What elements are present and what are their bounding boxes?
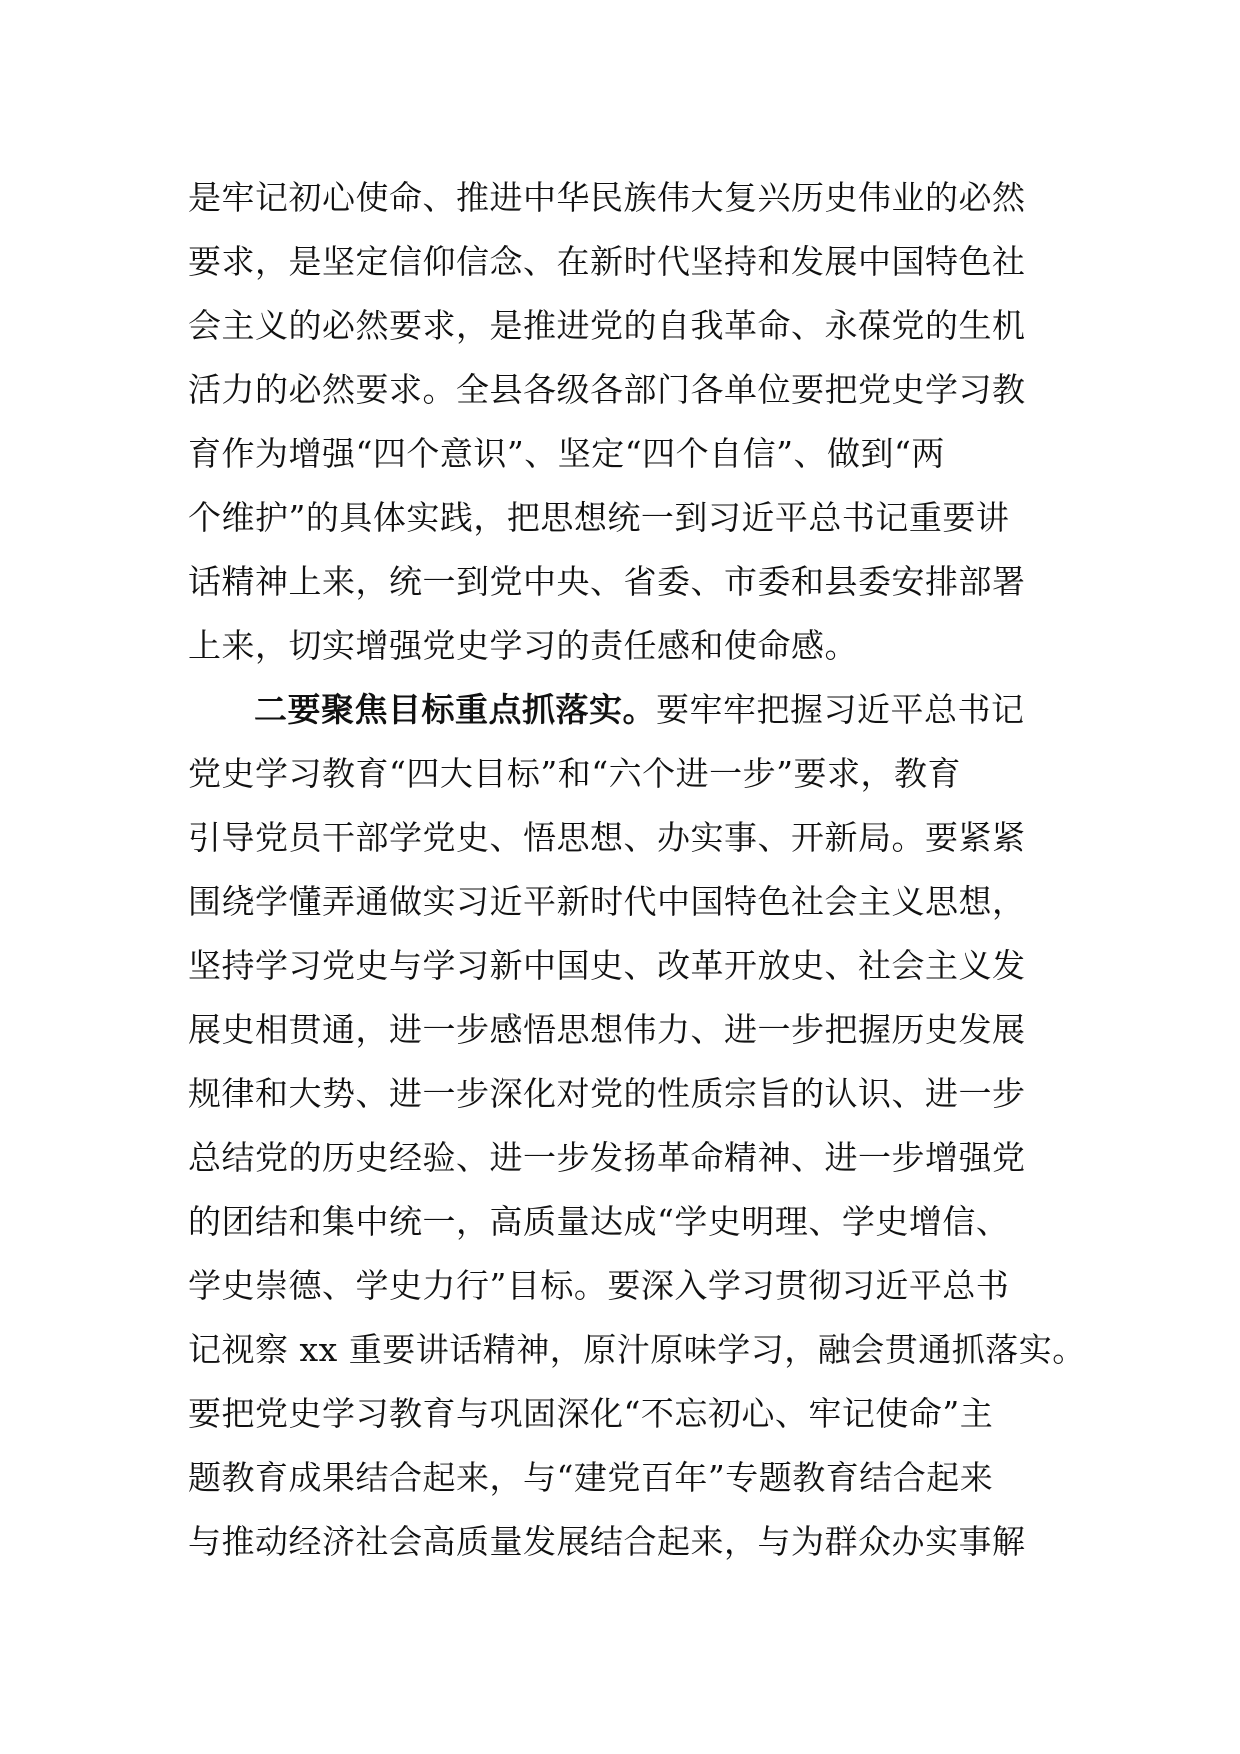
text-line: 展史相贯通，进一步感悟思想伟力、进一步把握历史发展 xyxy=(188,1010,1026,1049)
text-line: 与推动经济社会高质量发展结合起来，与为群众办实事解 xyxy=(188,1522,1026,1561)
document-body xyxy=(188,166,1086,1574)
text-line: 要把党史学习教育与巩固深化“不忘初心、牢记使命”主 xyxy=(188,1394,994,1433)
text-line: 上来，切实增强党史学习的责任感和使命感。 xyxy=(188,626,858,665)
text-line: 引导党员干部学党史、悟思想、办实事、开新局。要紧紧 xyxy=(188,818,1026,857)
paragraph-1 xyxy=(188,166,1068,678)
text-run: 要牢牢把握习近平总书记 xyxy=(656,690,1025,729)
text-line-first xyxy=(188,678,1068,742)
text-line: 个维护”的具体实践，把思想统一到习近平总书记重要讲 xyxy=(188,498,1010,537)
text-line: 规律和大势、进一步深化对党的性质宗旨的认识、进一步 xyxy=(188,1074,1026,1113)
text-line: 话精神上来，统一到党中央、省委、市委和县委安排部署 xyxy=(188,562,1026,601)
text-line: 活力的必然要求。全县各级各部门各单位要把党史学习教 xyxy=(188,370,1026,409)
text-line: 是牢记初心使命、推进中华民族伟大复兴历史伟业的必然 xyxy=(188,178,1026,217)
paragraph-2 xyxy=(188,678,1086,1574)
section-heading: 二要聚焦目标重点抓落实。 xyxy=(254,690,656,729)
text-line: 坚持学习党史与学习新中国史、改革开放史、社会主义发 xyxy=(188,946,1026,985)
text-line: 学史崇德、学史力行”目标。要深入学习贯彻习近平总书 xyxy=(188,1266,1010,1305)
text-line: 会主义的必然要求，是推进党的自我革命、永葆党的生机 xyxy=(188,306,1026,345)
text-line: 记视察 xx 重要讲话精神，原汁原味学习，融会贯通抓落实。 xyxy=(188,1330,1086,1369)
text-line: 的团结和集中统一，高质量达成“学史明理、学史增信、 xyxy=(188,1202,1010,1241)
text-line: 要求，是坚定信仰信念、在新时代坚持和发展中国特色社 xyxy=(188,242,1026,281)
text-line: 题教育成果结合起来，与“建党百年”专题教育结合起来 xyxy=(188,1458,994,1497)
text-line: 党史学习教育“四大目标”和“六个进一步”要求，教育 xyxy=(188,754,961,793)
text-line: 围绕学懂弄通做实习近平新时代中国特色社会主义思想， xyxy=(188,882,1026,921)
text-line: 育作为增强“四个意识”、坚定“四个自信”、做到“两 xyxy=(188,434,945,473)
text-line: 总结党的历史经验、进一步发扬革命精神、进一步增强党 xyxy=(188,1138,1026,1177)
